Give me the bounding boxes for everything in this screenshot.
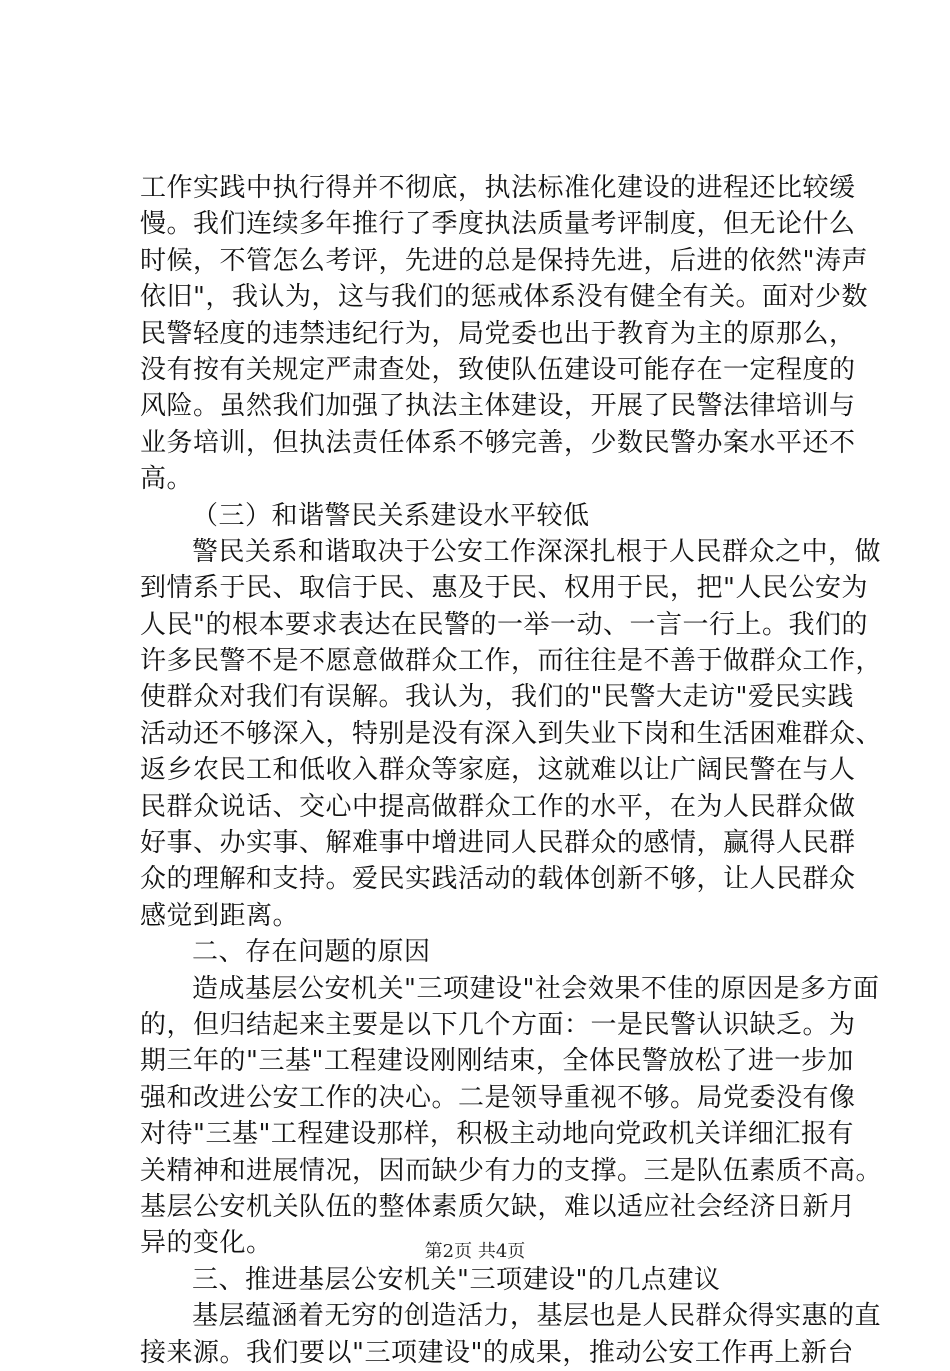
- text-line: 众的理解和支持。爱民实践活动的载体创新不够，让人民群众: [140, 864, 856, 895]
- text-line: 工作实践中执行得并不彻底，执法标准化建设的进程还比较缓: [140, 173, 856, 203]
- section-heading: 三、推进基层公安机关"三项建设"的几点建议: [192, 1264, 721, 1295]
- text-line: 时候，不管怎么考评，先进的总是保持先进，后进的依然"涛声: [140, 245, 868, 276]
- text-line: 造成基层公安机关"三项建设"社会效果不佳的原因是多方面: [192, 973, 880, 1004]
- text-line: 感觉到距离。: [140, 900, 300, 931]
- text-line: 好事、办实事、解难事中增进同人民群众的感情，赢得人民群: [140, 828, 856, 859]
- body-text: [140, 170, 883, 1371]
- text-line: 期三年的"三基"工程建设刚刚结束，全体民警放松了进一步加: [140, 1046, 854, 1077]
- text-line: 人民"的根本要求表达在民警的一举一动、一言一行上。我们的: [140, 609, 868, 640]
- text-line: 高。: [140, 464, 194, 495]
- section-heading: 二、存在问题的原因: [192, 937, 431, 968]
- text-line: 到情系于民、取信于民、惠及于民、权用于民，把"人民公安为: [140, 573, 868, 604]
- text-line: 关精神和进展情况，因而缺少有力的支撑。三是队伍素质不高。: [140, 1155, 883, 1186]
- page-footer: [0, 1240, 950, 1264]
- text-line: 的，但归结起来主要是以下几个方面：一是民警认识缺乏。为: [140, 1009, 856, 1040]
- text-line: 业务培训，但执法责任体系不够完善，少数民警办案水平还不: [140, 427, 856, 458]
- text-line: 依旧"，我认为，这与我们的惩戒体系没有健全有关。面对少数: [140, 282, 868, 313]
- section-heading: （三）和谐警民关系建设水平较低: [192, 500, 590, 531]
- text-line: 返乡农民工和低收入群众等家庭，这就难以让广阔民警在与人: [140, 755, 856, 786]
- text-line: 民群众说话、交心中提高做群众工作的水平，在为人民群众做: [140, 791, 856, 822]
- text-line: 活动还不够深入，特别是没有深入到失业下岗和生活困难群众、: [140, 718, 883, 749]
- text-line: 基层蕴涵着无穷的创造活力，基层也是人民群众得实惠的直: [192, 1301, 882, 1332]
- text-line: 接来源。我们要以"三项建设"的成果，推动公安工作再上新台: [140, 1337, 854, 1368]
- page-number-label: 第2页 共4页: [424, 1241, 526, 1262]
- text-line: 基层公安机关队伍的整体素质欠缺，难以适应社会经济日新月: [140, 1191, 856, 1222]
- text-line: 民警轻度的违禁违纪行为，局党委也出于教育为主的原那么，: [140, 318, 856, 349]
- text-line: 使群众对我们有误解。我认为，我们的"民警大走访"爱民实践: [140, 682, 854, 713]
- text-line: 对待"三基"工程建设那样，积极主动地向党政机关详细汇报有: [140, 1119, 854, 1150]
- text-line: 强和改进公安工作的决心。二是领导重视不够。局党委没有像: [140, 1082, 856, 1113]
- text-line: 没有按有关规定严肃查处，致使队伍建设可能存在一定程度的: [140, 354, 856, 385]
- text-line: 警民关系和谐取决于公安工作深深扎根于人民群众之中，做: [192, 536, 882, 567]
- text-line: 许多民警不是不愿意做群众工作，而往往是不善于做群众工作，: [140, 646, 883, 677]
- text-line: 异的变化。: [140, 1228, 273, 1259]
- text-line: 风险。虽然我们加强了执法主体建设，开展了民警法律培训与: [140, 391, 856, 422]
- text-line: 慢。我们连续多年推行了季度执法质量考评制度，但无论什么: [140, 209, 856, 240]
